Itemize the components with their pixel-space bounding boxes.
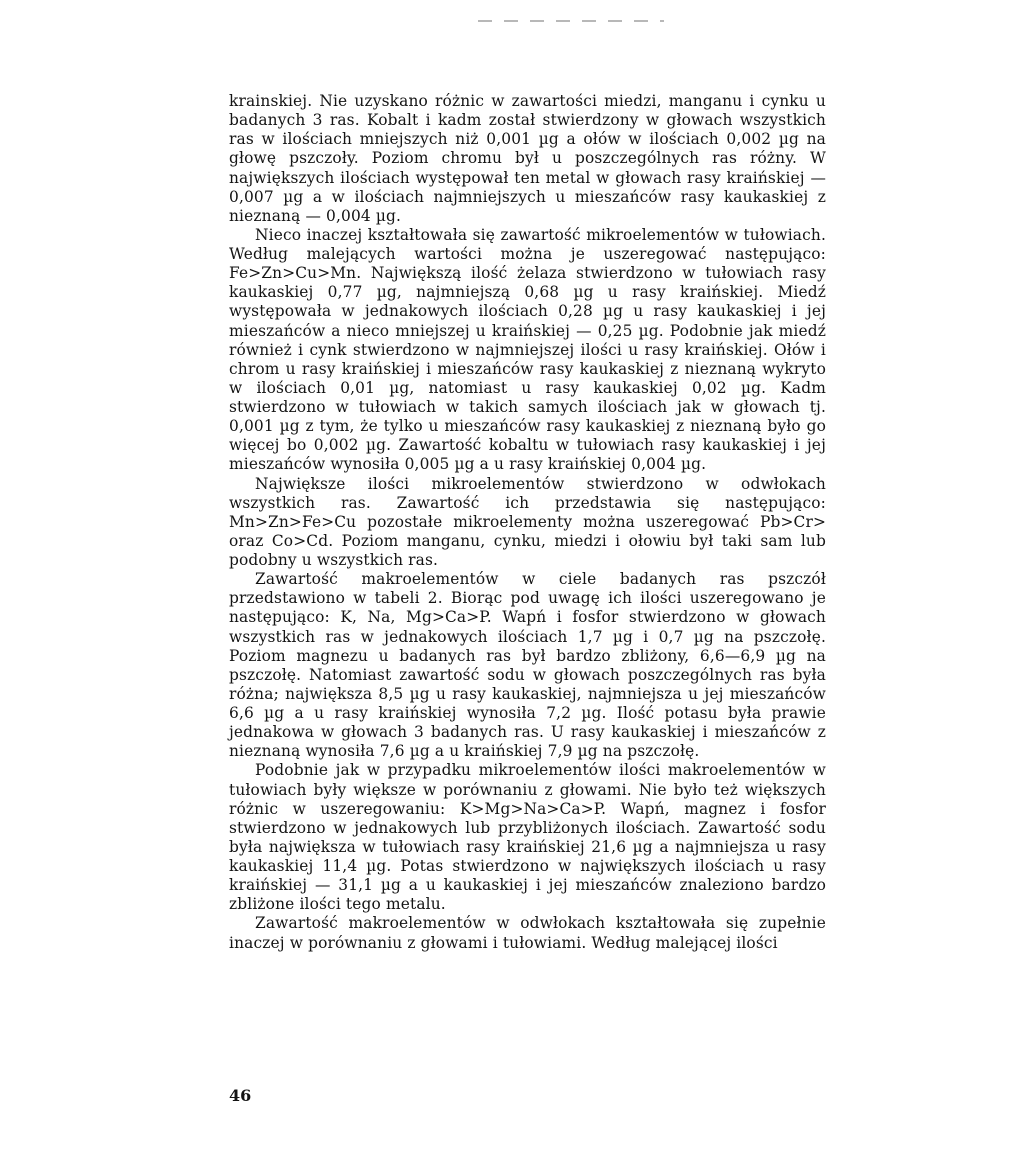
scan-artifact-marks — [478, 20, 664, 22]
page-body — [229, 92, 826, 953]
page-number: 46 — [229, 1086, 252, 1105]
paragraph-2: Nieco inaczej kształtowała się zawartość mikroelementów w tułowiach. Według malejących wartości można je uszeregować następująco: Fe>Zn>Cu>Mn. Największą ilość żelaza stwierdzono w tułowiach rasy kaukaskiej 0,77 µg, najmniejszą 0,68 µg u rasy kraińskiej. Miedź występowała w jednakowych ilościach 0,28 µg u rasy kaukaskiej i jej mieszańców a nieco mniejszej u kraińskiej — 0,25 µg. Podobnie jak miedź również i cynk stwierdzono w najmniejszej ilości u rasy kraińskiej. Ołów i chrom u rasy kraińskiej i mieszańców rasy kaukaskiej z nieznaną wykryto w ilościach 0,01 µg, natomiast u rasy kaukaskiej 0,02 µg. Kadm stwierdzono w tułowiach w takich samych ilościach jak w głowach tj. 0,001 µg z tym, że tylko u mieszańców rasy kaukaskiej z nieznaną było go więcej bo 0,002 µg. Zawartość kobaltu w tułowiach rasy kaukaskiej i jej mieszańców wynosiła 0,005 µg a u rasy kraińskiej 0,004 µg. — [229, 225, 826, 474]
paragraph-5: Podobnie jak w przypadku mikroelementów ilości makroelementów w tułowiach były większe w porównaniu z głowami. Nie było też większych różnic w uszeregowaniu: K>Mg>Na>Ca>P. Wapń, magnez i fosfor stwierdzono w jednakowych lub przybliżonych ilościach. Zawartość sodu była największa w tułowiach rasy kraińskiej 21,6 µg a najmniejsza u rasy kaukaskiej 11,4 µg. Potas stwierdzono w największych ilościach u rasy kraińskiej — 31,1 µg a u kaukaskiej i jej mieszańców znaleziono bardzo zbliżone ilości tego metalu. — [229, 761, 826, 914]
paragraph-4: Zawartość makroelementów w ciele badanych ras pszczół przedstawiono w tabeli 2. Biorąc pod uwagę ich ilości uszeregowano je następująco: K, Na, Mg>Ca>P. Wapń i fosfor stwierdzono w głowach wszystkich ras w jednakowych ilościach 1,7 µg i 0,7 µg na pszczołę. Poziom magnezu u badanych ras był bardzo zbliżony, 6,6—6,9 µg na pszczołę. Natomiast zawartość sodu w głowach poszczególnych ras była różna; największa 8,5 µg u rasy kaukaskiej, najmniejsza u jej mieszańców 6,6 µg a u rasy kraińskiej wynosiła 7,2 µg. Ilość potasu była prawie jednakowa w głowach 3 badanych ras. U rasy kaukaskiej i mieszańców z nieznaną wynosiła 7,6 µg a u kraińskiej 7,9 µg na pszczołę. — [229, 570, 826, 761]
paragraph-1: krainskiej. Nie uzyskano różnic w zawartości miedzi, manganu i cynku u badanych 3 ras. Kobalt i kadm został stwierdzony w głowach wszystkich ras w ilościach mniejszych niż 0,001 µg a ołów w ilościach 0,002 µg na głowę pszczoły. Poziom chromu był u poszczególnych ras różny. W największych ilościach występował ten metal w głowach rasy kraińskiej — 0,007 µg a w ilościach najmniejszych u mieszańców rasy kaukaskiej z nieznaną — 0,004 µg. — [229, 92, 826, 225]
paragraph-6: Zawartość makroelementów w odwłokach kształtowała się zupełnie inaczej w porównaniu z głowami i tułowiami. Według malejącej ilości — [229, 914, 826, 952]
paragraph-3: Największe ilości mikroelementów stwierdzono w odwłokach wszystkich ras. Zawartość ich przedstawia się następująco: Mn>Zn>Fe>Cu pozostałe mikroelementy można uszeregować Pb>Cr> oraz Co>Cd. Poziom manganu, cynku, miedzi i ołowiu był taki sam lub podobny u wszystkich ras. — [229, 474, 826, 569]
